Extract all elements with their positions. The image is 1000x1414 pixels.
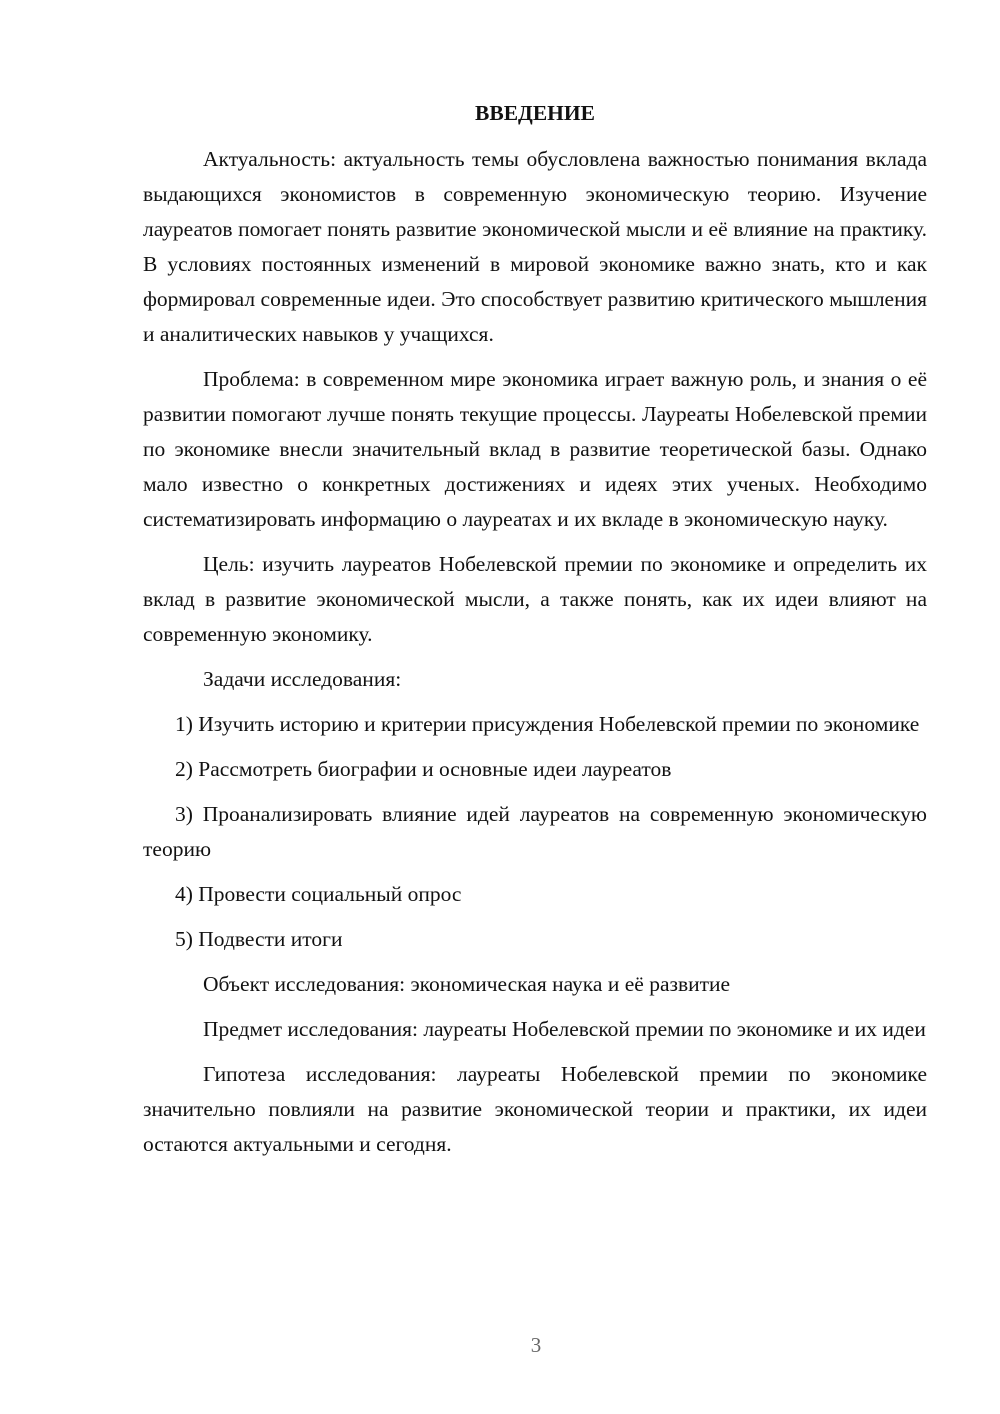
paragraph-relevance: Актуальность: актуальность темы обусловлена важностью понимания вклада выдающихся экономистов в современную экономическую теорию. Изучение лауреатов помогает понять развитие экономической мысли и её влияние на практику. В условиях постоянных изменений в мировой экономике важно знать, кто и как формировал современные идеи. Это способствует развитию критического мышления и аналитических навыков у учащихся.	[143, 147, 927, 346]
task-item-2: 2) Рассмотреть биографии и основные идеи лауреатов	[175, 757, 672, 781]
task-item-5: 5) Подвести итоги	[175, 927, 343, 951]
paragraph-problem: Проблема: в современном мире экономика играет важную роль, и знания о её развитии помогают лучше понять текущие процессы. Лауреаты Нобелевской премии по экономике внесли значительный вклад в развитие теоретической базы. Однако мало известно о конкретных достижениях и идеях этих ученых. Необходимо систематизировать информацию о лауреатах и их вкладе в экономическую науку.	[143, 367, 927, 531]
task-item-1: 1) Изучить историю и критерии присуждения Нобелевской премии по экономике	[175, 712, 920, 736]
section-title: ВВЕДЕНИЕ	[475, 101, 595, 125]
document-page	[143, 96, 927, 1172]
task-item-4: 4) Провести социальный опрос	[175, 882, 462, 906]
task-item-3: 3) Проанализировать влияние идей лауреатов на современную экономическую теорию	[143, 802, 927, 861]
paragraph-goal: Цель: изучить лауреатов Нобелевской премии по экономике и определить их вклад в развитие экономической мысли, а также понять, как их идеи влияют на современную экономику.	[143, 552, 927, 646]
paragraph-object: Объект исследования: экономическая наука и её развитие	[203, 972, 731, 996]
tasks-heading: Задачи исследования:	[203, 667, 402, 691]
paragraph-subject: Предмет исследования: лауреаты Нобелевской премии по экономике и их идеи	[203, 1017, 926, 1041]
page-number: 3	[530, 1333, 542, 1357]
paragraph-hypothesis: Гипотеза исследования: лауреаты Нобелевской премии по экономике значительно повлияли на развитие экономической теории и практики, их идеи остаются актуальными и сегодня.	[143, 1062, 927, 1156]
